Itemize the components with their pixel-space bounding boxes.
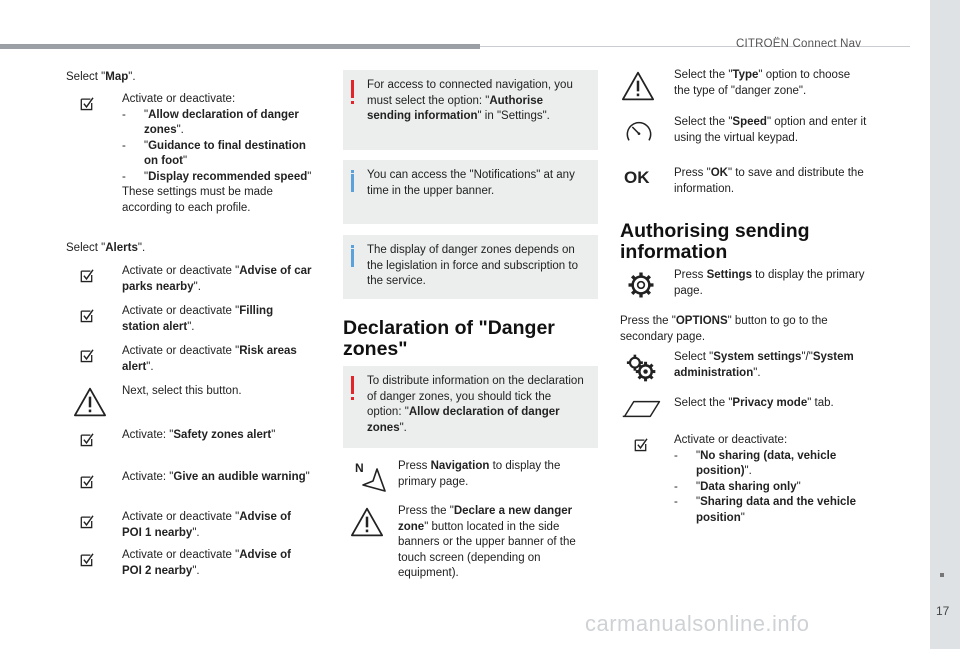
- section-heading-danger-zones: Declaration of "Danger zones": [343, 317, 555, 360]
- checkbox-icon: [80, 346, 106, 368]
- note-warning-distribute: To distribute information on the declaration of danger zones, you should tick the option: "Allow declaration of danger zones".: [343, 366, 598, 448]
- section-heading-authorising: Authorising sending information: [620, 220, 810, 263]
- header-rule: [0, 44, 480, 49]
- list-item: - "Data sharing only": [674, 480, 879, 496]
- navigation-arrow-icon: N: [355, 461, 395, 495]
- info-mark: [351, 249, 354, 267]
- tab-icon: [620, 398, 664, 420]
- page-header: CITROËN Connect Nav: [736, 38, 862, 50]
- checkbox-icon: [80, 266, 106, 288]
- watermark: carmanualsonline.info: [585, 611, 810, 636]
- note-info-notifications: You can access the "Notifications" at any time in the upper banner.: [343, 160, 598, 224]
- list-item: - "Sharing data and the vehicle position": [674, 495, 879, 526]
- speed-gauge-icon: [624, 117, 654, 147]
- checkbox-icon: [80, 306, 106, 328]
- options-text: Press the "OPTIONS" button to go to the secondary page.: [620, 315, 828, 343]
- activate-lead: Activate or deactivate:: [122, 93, 236, 105]
- warning-mark: [351, 376, 354, 394]
- select-map-text: Select "Map".: [66, 71, 136, 83]
- activate-note: These settings must be made according to each profile.: [122, 186, 273, 214]
- warning-triangle-icon: [72, 386, 108, 418]
- list-item: - "Guidance to final destination on foot": [122, 139, 322, 170]
- checkbox-icon: [80, 430, 106, 452]
- select-alerts-text: Select "Alerts".: [66, 242, 146, 254]
- list-item: - "Display recommended speed": [122, 170, 322, 186]
- system-gear-icon: [622, 352, 662, 384]
- checkbox-icon: [80, 550, 106, 572]
- continue-mark: [940, 573, 944, 577]
- note-warning-access: For access to connected navigation, you must select the option: "Authorise sending information" in "Settings".: [343, 70, 598, 150]
- checkbox-icon: [80, 472, 106, 494]
- warning-mark: [351, 80, 354, 98]
- list-item: - "No sharing (data, vehicle position)".: [674, 449, 879, 480]
- checkbox-icon: [634, 435, 660, 457]
- info-mark: [351, 174, 354, 192]
- ok-label-icon: OK: [624, 168, 650, 187]
- checkbox-icon: [80, 512, 106, 534]
- warning-triangle-icon: [349, 506, 385, 538]
- list-item: - "Allow declaration of danger zones".: [122, 108, 322, 139]
- settings-gear-icon: [626, 270, 656, 300]
- note-info-legislation: The display of danger zones depends on the legislation in force and subscription to the service.: [343, 235, 598, 299]
- checkbox-icon: [80, 94, 106, 116]
- side-strip: [930, 0, 960, 649]
- activate-lead: Activate or deactivate:: [674, 434, 788, 446]
- warning-triangle-icon: [620, 70, 656, 102]
- page-number: 17: [936, 604, 950, 618]
